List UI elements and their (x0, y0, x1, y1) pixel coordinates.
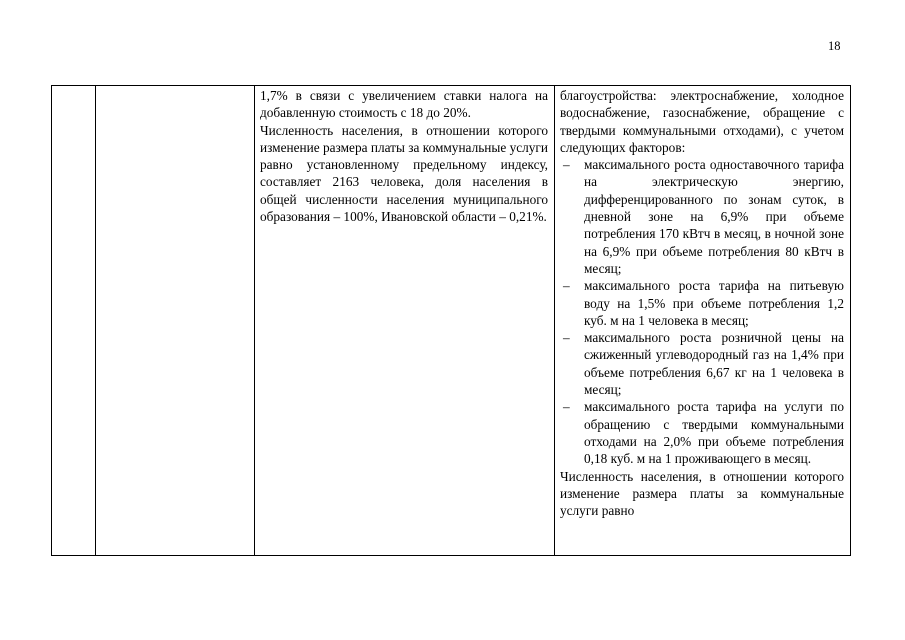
table-cell-col2 (96, 86, 255, 556)
factor-list (560, 156, 844, 467)
document-table (51, 85, 851, 556)
dash-marker: – (563, 330, 570, 346)
list-item (560, 398, 844, 467)
list-item-text: максимального роста тарифа на питьевую воду на 1,5% при объеме потребления 1,2 куб. м на 1 человека в месяц; (584, 278, 844, 328)
list-item-text: максимального роста тарифа на услуги по обращению с твердыми коммунальными отходами на 2,0% при объеме потребления 0,18 куб. м на 1 проживающего в месяц. (584, 399, 844, 467)
table-cell-col1 (52, 86, 96, 556)
list-item (560, 329, 844, 398)
dash-marker: – (563, 157, 570, 173)
table-cell-col4 (555, 86, 851, 556)
table-cell-col3 (255, 86, 555, 556)
list-item (560, 156, 844, 277)
dash-marker: – (563, 399, 570, 415)
col3-paragraph-2: Численность населения, в отношении которого изменение размера платы за коммунальные услуги равно установленному предельному индексу, составляет 2163 человека, доля населения в общей численности населения муниципального образования – 100%, Ивановской области – 0,21%. (260, 122, 548, 225)
page-number: 18 (828, 39, 841, 53)
col4-outro: Численность населения, в отношении которого изменение размера платы за коммунальные услуги равно (560, 468, 844, 519)
list-item (560, 277, 844, 329)
table-row (52, 86, 851, 556)
list-item-text: максимального роста розничной цены на сжиженный углеводородный газ на 1,4% при объеме потребления 6,67 кг на 1 человека в месяц; (584, 330, 844, 398)
dash-marker: – (563, 278, 570, 294)
col3-paragraph-1: 1,7% в связи с увеличением ставки налога на добавленную стоимость с 18 до 20%. (260, 88, 548, 121)
col4-intro: благоустройства: электроснабжение, холодное водоснабжение, газоснабжение, обращение с твердыми коммунальными отходами), с учетом следующих факторов: (560, 88, 844, 155)
list-item-text: максимального роста одноставочного тарифа на электрическую энергию, дифференцированного по зонам суток, в дневной зоне на 6,9% при объеме потребления 170 кВтч в месяц, в ночной зоне на 6,9% при объеме потребления 80 кВтч в месяц; (584, 157, 844, 276)
